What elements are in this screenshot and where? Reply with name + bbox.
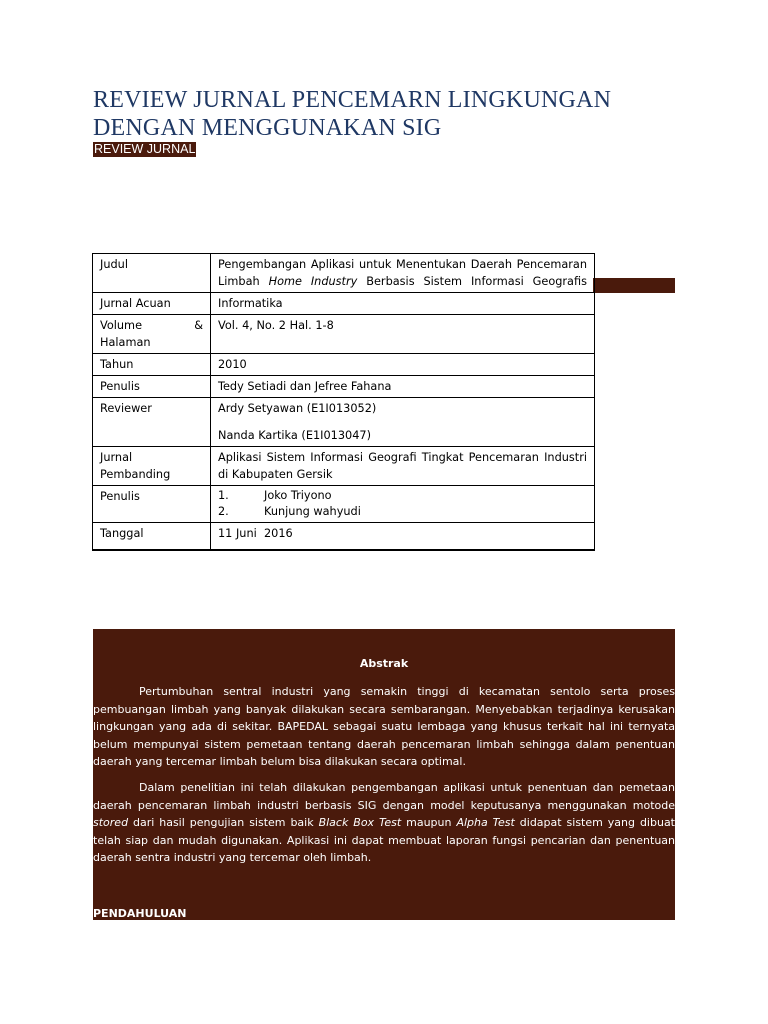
jurnal-acuan-label: Jurnal Acuan — [93, 293, 211, 315]
p2-text-d: didapat sistem yang dibuat telah siap dan mudah digunakan. Aplikasi ini dapat membuat laporan fungsi pencarian dan penentuan daerah sentra industri yang tercemar oleh limbah. — [93, 816, 675, 864]
p2-text-c: maupun — [401, 816, 457, 829]
penulis2-label: Penulis — [93, 486, 211, 523]
judul-italic: Home Industry — [268, 275, 358, 288]
abstract-paragraph-1: Pertumbuhan sentral industri yang semakin tinggi di kecamatan sentolo serta proses pembuangan limbah yang banyak dilakukan secara sembarangan. Menyebabkan terjadinya kerusakan lingkungan yang ada di sekitar. BAPEDAL sebagai suatu lembaga yang khusus terkait hal ini ternyata belum mempunyai sistem pemetaan tentang daerah pencemaran limbah sehingga dalam penentuan daerah yang tercemar limbah belum bisa dilakukan secara optimal. — [93, 685, 675, 768]
p2-text-b: dari hasil pengujian sistem baik — [128, 816, 319, 829]
volume-label — [93, 315, 211, 354]
table-row — [93, 254, 595, 293]
decorative-bar — [593, 278, 675, 293]
tahun-label: Tahun — [93, 354, 211, 376]
penulis-label: Penulis — [93, 376, 211, 398]
penulis-value: Tedy Setiadi dan Jefree Fahana — [211, 376, 595, 398]
table-row — [93, 523, 595, 551]
volume-label-c: Halaman — [100, 336, 151, 349]
table-row — [93, 398, 595, 447]
tanggal-value: 11 Juni 2016 — [211, 523, 595, 551]
penulis-list — [218, 488, 587, 520]
volume-value: Vol. 4, No. 2 Hal. 1-8 — [211, 315, 595, 354]
list-number: 1. — [218, 489, 229, 502]
volume-label-b: & — [194, 319, 203, 332]
p2-text-a: Dalam penelitian ini telah dilakukan pengembangan aplikasi untuk penentuan dan pemetaan daerah pencemaran limbah industri berbasis SIG dengan model keputusanya menggunakan motode — [93, 781, 675, 812]
list-item — [218, 504, 587, 520]
reviewer-value — [211, 398, 595, 447]
abstract-heading: Abstrak — [359, 657, 409, 670]
reviewer-2: Nanda Kartika (E1I013047) — [218, 429, 372, 442]
judul-text-1: Pengembangan Aplikasi untuk Menentukan Daerah Pencemaran Limbah — [218, 258, 587, 288]
judul-text-2: Berbasis Sistem Informasi Geografis — [357, 275, 587, 288]
table-row — [93, 293, 595, 315]
p2-blackbox: Black Box Test — [318, 816, 402, 829]
tahun-value: 2010 — [211, 354, 595, 376]
tanggal-label: Tanggal — [93, 523, 211, 551]
jurnal-acuan-value: Informatika — [211, 293, 595, 315]
abstract-panel — [93, 629, 675, 920]
title-line-1: REVIEW JURNAL PENCEMARN LINGKUNGAN — [93, 87, 612, 113]
judul-label: Judul — [93, 254, 211, 293]
table-row — [93, 315, 595, 354]
penulis2-value — [211, 486, 595, 523]
document-title — [93, 86, 693, 142]
pembanding-value: Aplikasi Sistem Informasi Geografi Tingkat Pencemaran Industri di Kabupaten Gersik — [211, 447, 595, 486]
table-row — [93, 486, 595, 523]
reviewer-1: Ardy Setyawan (E1I013052) — [218, 402, 377, 415]
table-row — [93, 354, 595, 376]
list-name: Joko Triyono — [264, 489, 332, 502]
subtitle-badge: REVIEW JURNAL — [94, 142, 196, 156]
pembanding-label: Jurnal Pembanding — [93, 447, 211, 486]
table-row — [93, 376, 595, 398]
title-line-2: DENGAN MENGGUNAKAN SIG — [93, 115, 442, 141]
judul-value — [211, 254, 595, 293]
table-row — [93, 447, 595, 486]
list-number: 2. — [218, 505, 229, 518]
p2-stored: stored — [93, 816, 129, 829]
abstract-paragraph-2 — [93, 779, 675, 867]
volume-label-a: Volume — [100, 319, 143, 332]
list-item — [218, 488, 587, 504]
journal-info-table — [92, 253, 595, 551]
section-heading-pendahuluan: PENDAHULUAN — [93, 907, 187, 920]
reviewer-label: Reviewer — [93, 398, 211, 447]
p2-alpha: Alpha Test — [456, 816, 515, 829]
list-name: Kunjung wahyudi — [264, 505, 361, 518]
